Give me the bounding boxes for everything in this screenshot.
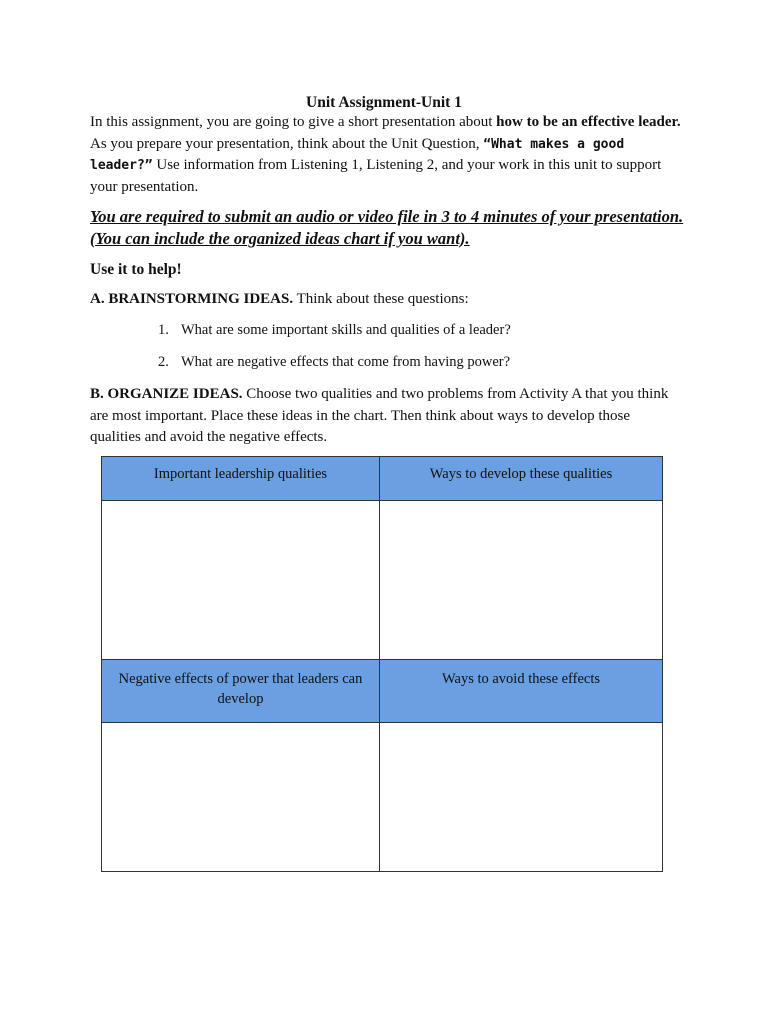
question-item	[158, 354, 510, 371]
chart-header-label: Ways to develop these qualities	[429, 466, 613, 482]
chart-header-row	[102, 660, 663, 723]
chart-header-cell	[380, 457, 663, 501]
intro-paragraph	[90, 112, 690, 198]
unit-question: “What makes a good leader?”	[90, 136, 625, 173]
section-b-heading: B. ORGANIZE IDEAS.	[90, 386, 243, 402]
chart-blank-cell[interactable]	[380, 501, 663, 660]
question-text: What are some important skills and qualities of a leader?	[181, 322, 511, 338]
chart-blank-cell[interactable]	[380, 723, 663, 872]
chart-header-label: Negative effects of power that leaders can develop	[118, 671, 363, 707]
intro-text-1: In this assignment, you are going to give a short presentation about	[90, 114, 497, 130]
chart-header-label: Ways to avoid these effects	[441, 671, 600, 687]
chart-header-cell	[102, 660, 380, 723]
section-b-paragraph	[90, 384, 680, 449]
chart-header-row	[102, 457, 663, 501]
intro-bold-topic: how to be an effective leader.	[496, 114, 681, 130]
section-a-text: Think about these questions:	[293, 291, 469, 307]
chart-blank-cell[interactable]	[102, 501, 380, 660]
chart-header-label: Important leadership qualities	[153, 466, 328, 482]
chart-blank-cell[interactable]	[102, 723, 380, 872]
submission-requirement: You are required to submit an audio or video file in 3 to 4 minutes of your presentation. (You can include the organized ideas chart if you want).	[90, 207, 684, 248]
section-b-text: Choose two qualities and two problems from Activity A that you think are most important. Place these ideas in the chart. Then think about ways to develop those qualities and avoid the negative effects.	[90, 386, 669, 445]
page-title: Unit Assignment-Unit 1	[306, 94, 462, 111]
chart-header-cell	[102, 457, 380, 501]
question-item	[158, 322, 511, 339]
question-text: What are negative effects that come from having power?	[181, 354, 511, 370]
chart-header-cell	[380, 660, 663, 723]
section-a-heading: A. BRAINSTORMING IDEAS.	[90, 291, 294, 307]
use-it-to-help: Use it to help!	[90, 261, 182, 278]
section-a-heading-line	[90, 291, 690, 308]
intro-text-3: Use information from Listening 1, Listening 2, and your work in this unit to support your presentation.	[90, 157, 662, 195]
chart-blank-row	[102, 723, 663, 872]
question-number: 1.	[158, 322, 169, 338]
chart-blank-row	[102, 501, 663, 660]
organize-ideas-chart	[101, 456, 663, 872]
question-number: 2.	[158, 354, 169, 370]
intro-text-2: As you prepare your presentation, think about the Unit Question,	[90, 135, 484, 152]
